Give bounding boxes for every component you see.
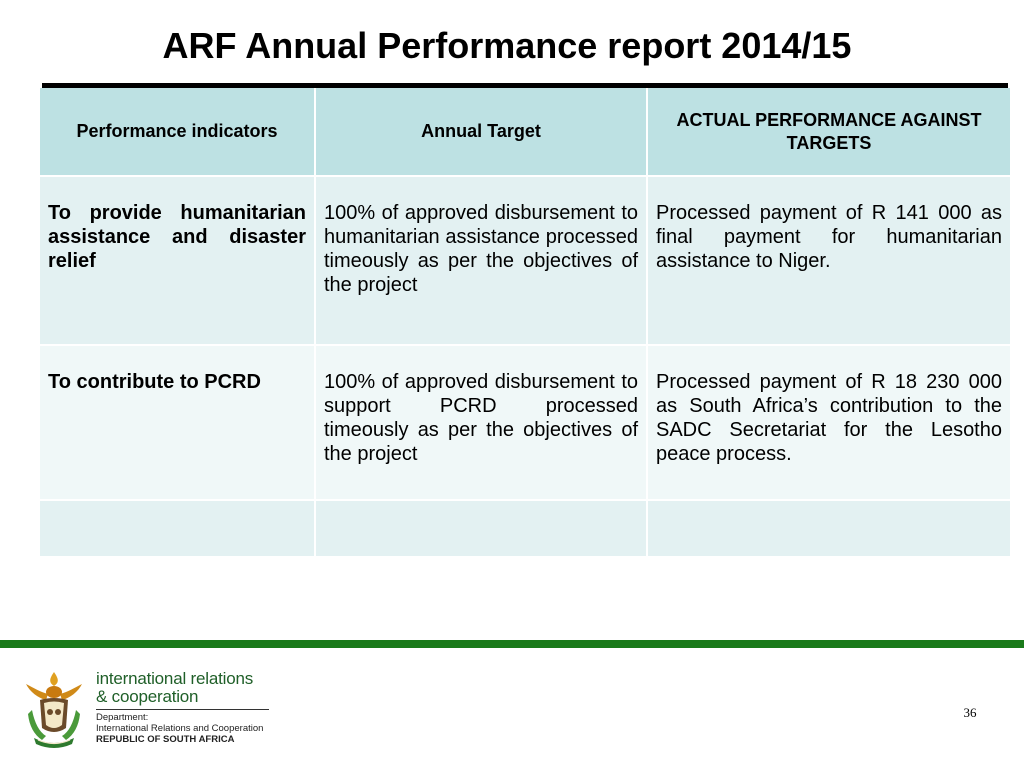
- target-cell: 100% of approved disbursement to humanitarian assistance processed timeously as per the objectives of the project: [315, 176, 647, 345]
- footer-green-divider: [0, 640, 1024, 648]
- slide-title: ARF Annual Performance report 2014/15: [162, 25, 852, 66]
- table-row: [40, 176, 1010, 345]
- coat-of-arms-icon: [22, 670, 86, 750]
- department-name: International Relations and Cooperation: [96, 723, 264, 734]
- header-performance-indicators: Performance indicators: [40, 88, 315, 176]
- performance-table: [40, 88, 1010, 558]
- target-cell: 100% of approved disbursement to support PCRD processed timeously as per the objectives of the project: [315, 345, 647, 500]
- actual-cell: Processed payment of R 141 000 as final payment for humanitarian assistance to Niger.: [647, 176, 1010, 345]
- indicator-cell: To provide humanitarian assistance and disaster relief: [40, 176, 315, 345]
- table-row: [40, 500, 1010, 557]
- target-cell: [315, 500, 647, 557]
- table-row: [40, 345, 1010, 500]
- actual-cell: [647, 500, 1010, 557]
- table-header-row: [40, 88, 1010, 176]
- department-label: Department:: [96, 712, 149, 723]
- page-number: 36: [963, 705, 977, 720]
- brand-divider: [96, 709, 269, 710]
- header-actual-performance: ACTUAL PERFORMANCE AGAINST TARGETS: [647, 88, 1010, 176]
- indicator-cell: To contribute to PCRD: [40, 345, 315, 500]
- actual-cell: Processed payment of R 18 230 000 as South Africa’s contribution to the SADC Secretariat for the Lesotho peace process.: [647, 345, 1010, 500]
- indicator-cell: [40, 500, 315, 557]
- brand-name-line2: & cooperation: [96, 687, 199, 706]
- country-name: REPUBLIC OF SOUTH AFRICA: [96, 734, 235, 745]
- header-annual-target: Annual Target: [315, 88, 647, 176]
- brand-name-line1: international relations: [96, 669, 253, 688]
